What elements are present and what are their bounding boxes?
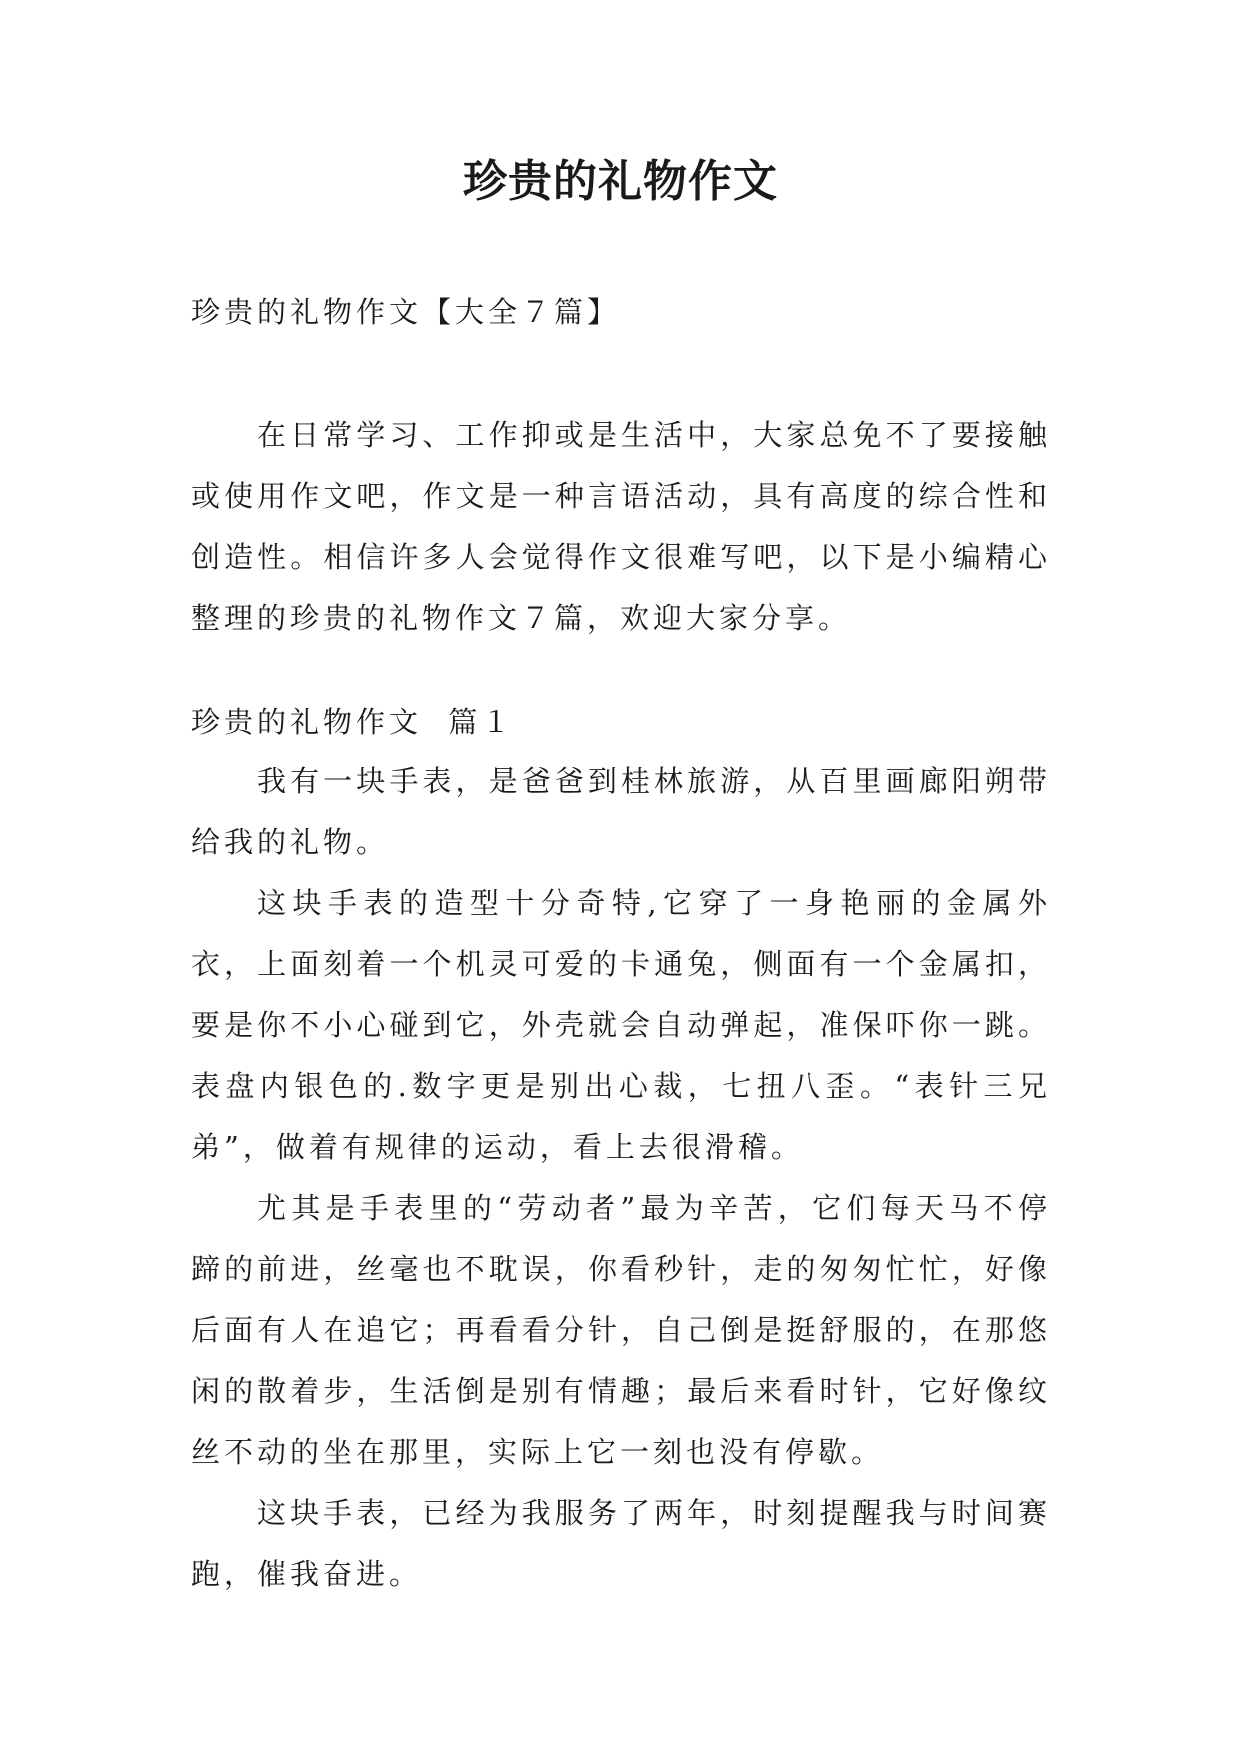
body-paragraph: 我有一块手表，是爸爸到桂林旅游，从百里画廊阳朔带给我的礼物。 [191, 764, 1051, 859]
intro-paragraph: 在日常学习、工作抑或是生活中，大家总免不了要接触或使用作文吧，作文是一种言语活动，具有高度的综合性和创造性。相信许多人会觉得作文很难写吧，以下是小编精心整理的珍贵的礼物作文７篇，欢迎大家分享。 [191, 418, 1051, 635]
section-heading: 珍贵的礼物作文 篇１ [191, 705, 515, 739]
intro-section [191, 405, 1051, 649]
document-subtitle: 珍贵的礼物作文【大全７篇】 [191, 295, 621, 329]
body-paragraph: 这块手表的造型十分奇特,它穿了一身艳丽的金属外衣，上面刻着一个机灵可爱的卡通兔，侧面有一个金属扣，要是你不小心碰到它，外壳就会自动弹起，准保吓你一跳。表盘内银色的.数字更是别出心裁，七扭八歪。“表针三兄弟”，做着有规律的运动，看上去很滑稽。 [191, 886, 1051, 1164]
section-body [191, 751, 1051, 1605]
body-paragraph: 尤其是手表里的“劳动者”最为辛苦，它们每天马不停蹄的前进，丝毫也不耽误，你看秒针，走的匆匆忙忙，好像后面有人在追它；再看看分针，自己倒是挺舒服的，在那悠闲的散着步，生活倒是别有情趣；最后来看时针，它好像纹丝不动的坐在那里，实际上它一刻也没有停歇。 [191, 1191, 1051, 1469]
document-title: 珍贵的礼物作文 [463, 156, 778, 207]
body-paragraph: 这块手表，已经为我服务了两年，时刻提醒我与时间赛跑，催我奋进。 [191, 1496, 1051, 1591]
